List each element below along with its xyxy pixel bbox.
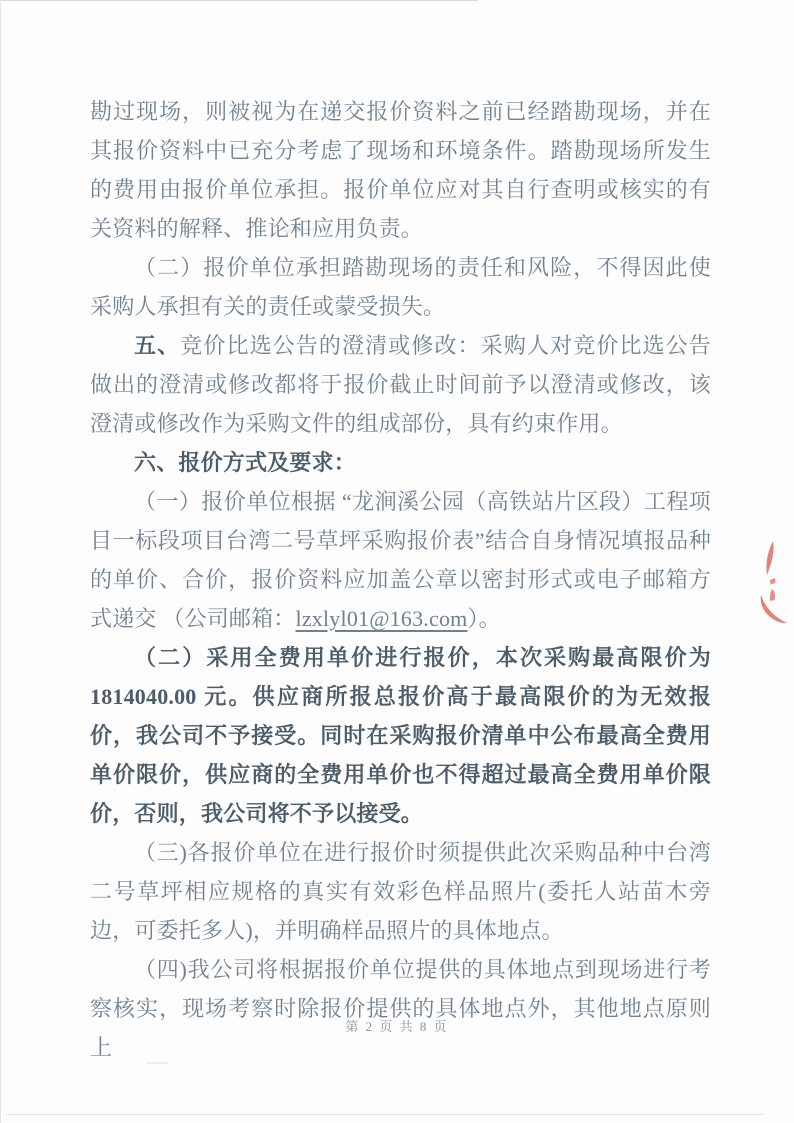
paragraph-item-2-risk: （二）报价单位承担踏勘现场的责任和风险，不得因此使采购人承担有关的责任或蒙受损失。 [90, 255, 711, 319]
company-email-text: lzxlyl01@163.com [295, 606, 468, 631]
document-body [90, 92, 711, 1067]
quotation-method-text: （一）报价单位根据 “龙涧溪公园（高铁站片区段）工程项目一标段项目台湾二号草坪采购报价表”结合自身情况填报品种的单价、合价，报价资料应加盖公章以密封形式或电子邮箱方式递交 （公司邮箱： [90, 489, 711, 631]
scan-edge-bottom [6, 1114, 764, 1115]
paragraph-section-6-heading: 六、报价方式及要求： [134, 450, 357, 475]
scan-edge-top [0, 0, 478, 1]
scan-edge-left [0, 0, 1, 1123]
quotation-method-closing: ）。 [467, 606, 501, 631]
section-5-number: 五、 [134, 333, 181, 358]
paragraph-item-2-price-limit: （二）采用全费用单价进行报价，本次采购最高限价为1814040.00 元。供应商所报总报价高于最高限价的为无效报价，我公司不予接受。同时在采购报价清单中公布最高全费用单价限价，供应商的全费用单价也不得超过最高全费用单价限价，否则，我公司将不予以接受。 [90, 645, 711, 826]
section-5-text: 竞价比选公告的澄清或修改：采购人对竞价比选公告做出的澄清或修改都将于报价截止时间前予以澄清或修改，该澄清或修改作为采购文件的组成部份，具有约束作用。 [90, 333, 711, 436]
red-seal-fragment [759, 538, 794, 633]
paragraph-item-3-sample-photos: （三)各报价单位在进行报价时须提供此次采购品种中台湾二号草坪相应规格的真实有效彩色样品照片(委托人站苗木旁边，可委托多人)，并明确样品照片的具体地点。 [90, 840, 711, 943]
paragraph-item-1-quotation-method [90, 482, 711, 638]
paragraph-item-4-site-verification: （四)我公司将根据报价单位提供的具体地点到现场进行考察核实，现场考察时除报价提供的具体地点外，其他地点原则上 [90, 957, 711, 1060]
paragraph-section-5-clarification [90, 326, 711, 443]
page-number-indicator: 第 2 页 共 8 页 [345, 1019, 449, 1034]
paragraph-site-survey-continuation: 勘过现场，则被视为在递交报价资料之前已经踏勘现场，并在其报价资料中已充分考虑了现场和环境条件。踏勘现场所发生的费用由报价单位承担。报价单位应对其自行查明或核实的有关资料的解释、推论和应用负责。 [90, 99, 711, 241]
